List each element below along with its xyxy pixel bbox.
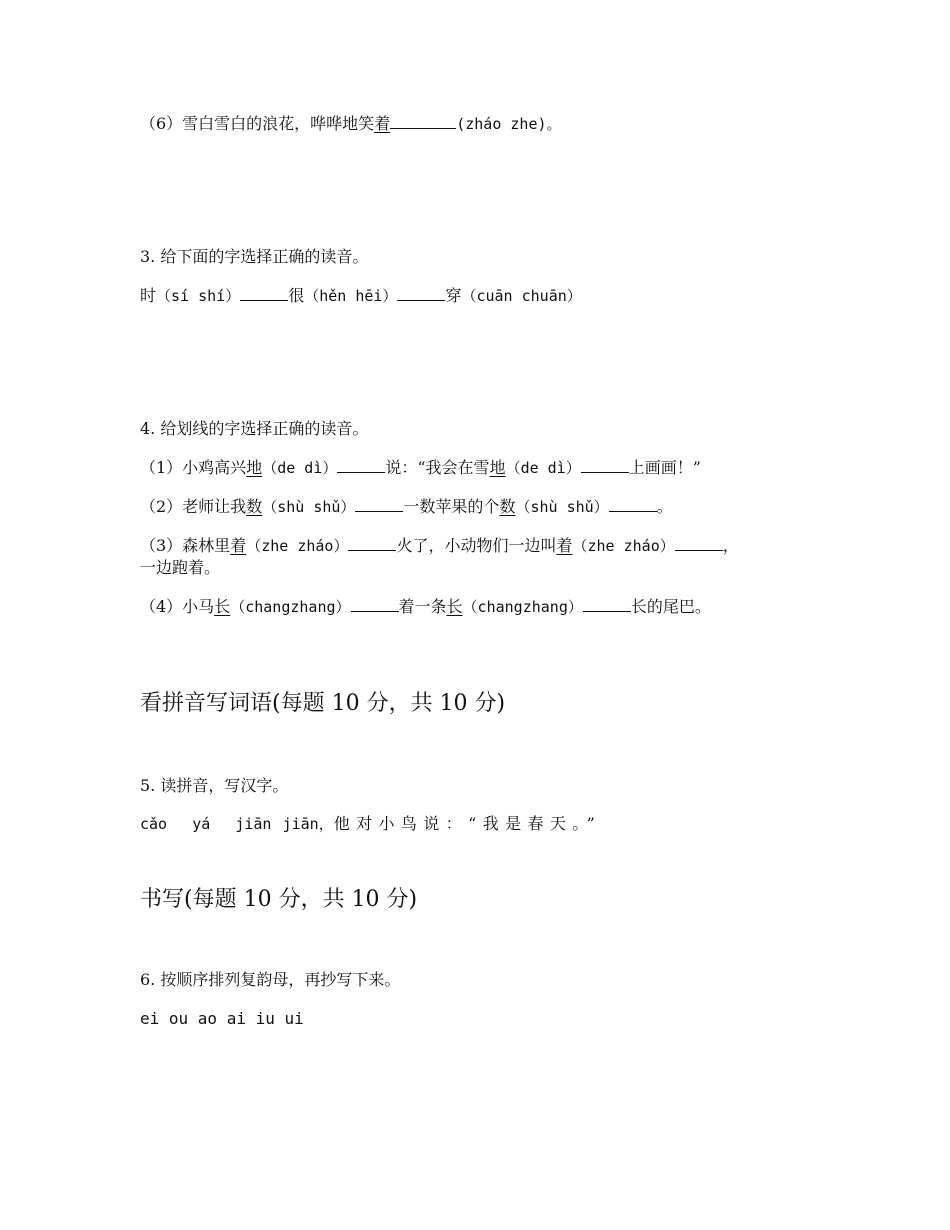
q4-item2-options-2: （shù shǔ）: [515, 498, 609, 516]
q5-text: 他对小鸟说：“我是春天。”: [333, 814, 602, 833]
q4-item-2: [140, 494, 673, 519]
q5-title: 5. 读拼音，写汉字。: [140, 776, 289, 795]
q2-item-6: [140, 111, 562, 136]
q5-pinyin-3: jiān: [235, 815, 272, 833]
answer-blank[interactable]: [355, 494, 403, 512]
q6-title: 6. 按顺序排列复韵母，再抄写下来。: [140, 970, 401, 989]
q5-pinyin-4: jiān，: [282, 815, 334, 833]
q3-char-2: 很: [288, 286, 305, 305]
q4-item-1: [140, 455, 701, 480]
q4-item3-underlined-2: 着: [556, 536, 573, 555]
q4-item3-part1: （3）森林里: [140, 536, 231, 555]
section-heading-pinyin: 看拼音写词语(每题 10 分，共 10 分): [140, 691, 506, 716]
q4-item1-options-2: （de dì）: [505, 459, 581, 477]
answer-blank[interactable]: [581, 455, 629, 473]
answer-blank[interactable]: [351, 594, 399, 612]
q4-item1-underlined-2: 地: [489, 458, 506, 477]
q5-pinyin-2: yá: [192, 815, 211, 833]
q3-char-1: 时: [140, 286, 157, 305]
q4-item2-underlined-2: 数: [499, 497, 516, 516]
q3-options-3: （cuān chuān）: [461, 287, 582, 305]
q6-letters: ei ou ao ai iu ui: [140, 1009, 304, 1028]
q4-item4-part3: 长的尾巴。: [630, 597, 711, 616]
q4-item4-part2: 着一条: [398, 597, 447, 616]
answer-blank[interactable]: [397, 283, 445, 301]
q4-item4-options-2: （changzhang）: [462, 598, 583, 616]
q4-item2-part2: 一数苹果的个: [403, 497, 500, 516]
q3-char-3: 穿: [445, 286, 462, 305]
q4-item1-options-1: （de dì）: [262, 459, 338, 477]
q4-item3-continuation: 一边跑着。: [140, 558, 221, 577]
q4-item4-part1: （4）小马: [140, 597, 215, 616]
q4-item2-options-1: （shù shǔ）: [262, 498, 356, 516]
q4-item3-underlined-1: 着: [230, 536, 247, 555]
q4-item2-part1: （2）老师让我: [140, 497, 247, 516]
answer-blank[interactable]: [583, 594, 631, 612]
q4-item4-underlined-1: 长: [214, 597, 231, 616]
q4-item2-part3: 。: [656, 497, 673, 516]
q4-item4-options-1: （changzhang）: [230, 598, 351, 616]
answer-blank[interactable]: [348, 533, 396, 551]
q4-item3-part3: ，: [722, 536, 739, 555]
q4-item3-options-1: （zhe zháo）: [246, 537, 349, 555]
q4-title: 4. 给划线的字选择正确的读音。: [140, 419, 369, 438]
answer-blank[interactable]: [240, 283, 288, 301]
q4-item3-options-2: （zhe zháo）: [572, 537, 675, 555]
q4-item1-part2: 说：“我会在雪: [385, 458, 490, 477]
answer-blank[interactable]: [675, 533, 723, 551]
q5-pinyin-1: cǎo: [140, 815, 168, 833]
q4-item1-underlined-1: 地: [246, 458, 263, 477]
q4-item3-part2: 火了，小动物们一边叫: [396, 536, 557, 555]
q4-item1-part3: 上画画！”: [628, 458, 701, 477]
section-heading-writing: 书写(每题 10 分，共 10 分): [140, 887, 418, 912]
q3-options-2: （hěn hēi）: [304, 287, 398, 305]
q4-item4-underlined-2: 长: [446, 597, 463, 616]
answer-blank[interactable]: [390, 111, 456, 129]
q4-item2-underlined-1: 数: [246, 497, 263, 516]
q3-title: 3. 给下面的字选择正确的读音。: [140, 247, 369, 266]
answer-blank[interactable]: [609, 494, 657, 512]
q5-sentence: [140, 812, 601, 836]
q4-item1-part1: （1）小鸡高兴: [140, 458, 247, 477]
answer-blank[interactable]: [337, 455, 385, 473]
q3-options-1: （sí shí）: [156, 287, 241, 305]
q2-item6-target-char: 着: [374, 114, 391, 133]
q3-items: [140, 283, 582, 308]
q4-item-3: [140, 533, 739, 558]
q2-item6-pinyin: (zháo zhe)。: [456, 115, 562, 133]
q4-item-4: [140, 594, 711, 619]
q2-item6-text: （6）雪白雪白的浪花，哗哗地笑: [140, 114, 375, 133]
